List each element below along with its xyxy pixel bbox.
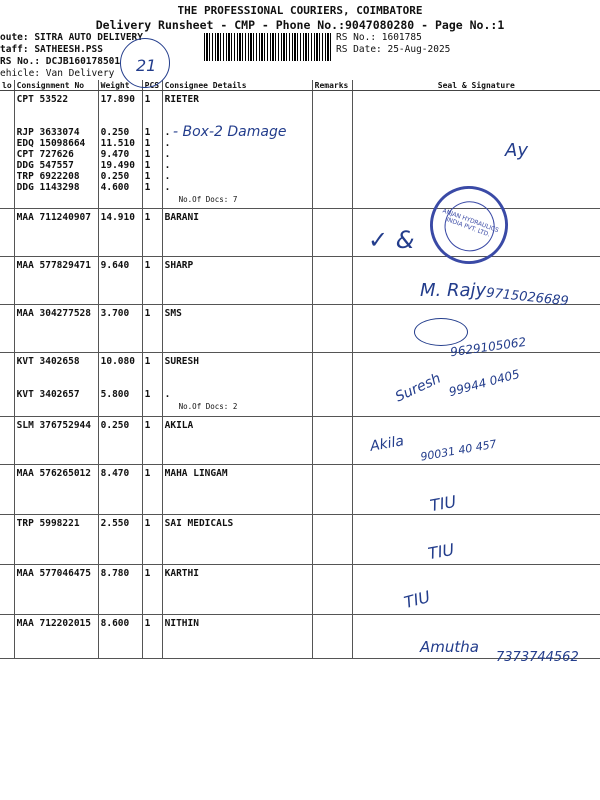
handwritten-signature: Suresh (392, 370, 444, 406)
cell-name (162, 305, 312, 353)
cell-no (0, 417, 14, 465)
pcs-value: 1 (144, 260, 151, 271)
cell-name (162, 91, 312, 209)
seal-inner-ring (438, 194, 502, 258)
weight-value: 17.890 (100, 94, 135, 105)
consignee-name: SMS (164, 308, 182, 319)
pcs-value: 1 (144, 138, 151, 149)
cell-no (0, 515, 14, 565)
cell-wt (98, 209, 142, 257)
vehicle-label: ehicle: Van Delivery (0, 68, 115, 79)
consignee-name: MAHA LINGAM (164, 468, 228, 479)
handwritten-phone: 99944 0405 (447, 366, 522, 400)
company-name: THE PROFESSIONAL COURIERS, COIMBATORE (177, 4, 423, 17)
consignment-no: DDG 1143298 (16, 182, 80, 193)
runsheet-title: Delivery Runsheet - CMP - Phone No.:9047080280 - Page No.:1 (95, 18, 505, 32)
cell-pcs (142, 209, 162, 257)
pcs-value: 1 (144, 420, 151, 431)
handwritten-tiu: TIU (428, 491, 458, 516)
handwritten-tiu: TIU (401, 586, 433, 613)
cell-wt (98, 417, 142, 465)
consignee-name: AKILA (164, 420, 194, 431)
consignment-no: KVT 3402657 (16, 389, 80, 400)
drs-number: RS No.: DCJB160178501 (0, 56, 121, 67)
cell-seal (352, 465, 600, 515)
pcs-value: 1 (144, 356, 151, 367)
consignment-no: DDG 547557 (16, 160, 74, 171)
cell-remarks (312, 305, 352, 353)
cell-name (162, 615, 312, 659)
col-remarks: Remarks (312, 80, 352, 91)
consignment-no: MAA 577829471 (16, 260, 91, 271)
cell-cn (14, 417, 98, 465)
consignment-no: MAA 711240907 (16, 212, 91, 223)
cell-remarks (312, 615, 352, 659)
consignee-name: . (164, 127, 171, 138)
weight-value: 8.600 (100, 618, 130, 629)
consignment-no: CPT 727626 (16, 149, 74, 160)
weight-value: 8.470 (100, 468, 130, 479)
cell-remarks (312, 565, 352, 615)
handwritten-signature: ✓ & (368, 226, 415, 254)
cell-wt (98, 615, 142, 659)
cell-pcs (142, 417, 162, 465)
docs-count: No.Of Docs: 7 (178, 195, 238, 204)
circle-mark (414, 318, 468, 346)
weight-value: 0.250 (100, 420, 130, 431)
pcs-value: 1 (144, 518, 151, 529)
handwritten-mark: 21 (136, 56, 157, 75)
cell-no (0, 565, 14, 615)
consignee-name: . (164, 171, 171, 182)
cell-wt (98, 91, 142, 209)
staff-label: taff: SATHEESH.PSS (0, 44, 103, 55)
docs-count: No.Of Docs: 2 (178, 402, 238, 411)
table-row (0, 417, 600, 465)
weight-value: 19.490 (100, 160, 135, 171)
route-label: oute: SITRA AUTO DELIVERY (0, 32, 143, 43)
consignee-name: SAI MEDICALS (164, 518, 234, 529)
cell-no (0, 91, 14, 209)
cell-wt (98, 565, 142, 615)
cell-remarks (312, 417, 352, 465)
consignment-no: MAA 577046475 (16, 568, 91, 579)
cell-cn (14, 305, 98, 353)
weight-value: 5.800 (100, 389, 130, 400)
col-pcs: PCS (142, 80, 162, 91)
consignee-name: KARTHI (164, 568, 199, 579)
handwritten-signature: Akila (368, 433, 406, 455)
consignee-name: . (164, 160, 171, 171)
table-row (0, 209, 600, 257)
pcs-value: 1 (144, 468, 151, 479)
cell-cn (14, 91, 98, 209)
cell-pcs (142, 91, 162, 209)
weight-value: 9.470 (100, 149, 130, 160)
cell-pcs (142, 257, 162, 305)
consignee-name: . (164, 138, 171, 149)
consignment-no: EDQ 15098664 (16, 138, 86, 149)
cell-no (0, 257, 14, 305)
cell-name (162, 465, 312, 515)
cell-name (162, 417, 312, 465)
table-row (0, 353, 600, 417)
pcs-value: 1 (144, 127, 151, 138)
table-row (0, 565, 600, 615)
pcs-value: 1 (144, 308, 151, 319)
col-consignee: Consignee Details (162, 80, 312, 91)
consignment-no: CPT 53522 (16, 94, 69, 105)
pcs-value: 1 (144, 182, 151, 193)
seal-text: ANJAN HYDRAULICS INDIA PVT. LTD. (441, 207, 500, 239)
cell-name (162, 257, 312, 305)
consignment-no: SLM 376752944 (16, 420, 91, 431)
handwritten-signature: M. Rajy (420, 280, 487, 301)
consignment-no: KVT 3402658 (16, 356, 80, 367)
consignee-name: NITHIN (164, 618, 199, 629)
cell-pcs (142, 353, 162, 417)
pcs-value: 1 (144, 389, 151, 400)
consignee-name: RIETER (164, 94, 199, 105)
col-consignment: Consignment No (14, 80, 98, 91)
pcs-value: 1 (144, 149, 151, 160)
weight-value: 9.640 (100, 260, 130, 271)
pcs-value: 1 (144, 160, 151, 171)
handwritten-phone: 7373744562 (496, 650, 579, 665)
handwritten-phone: 9715026689 (485, 285, 570, 310)
cell-no (0, 305, 14, 353)
cell-remarks (312, 353, 352, 417)
cell-no (0, 353, 14, 417)
cell-wt (98, 257, 142, 305)
cell-cn (14, 565, 98, 615)
cell-name (162, 565, 312, 615)
circle-mark (120, 38, 170, 88)
cell-no (0, 615, 14, 659)
cell-pcs (142, 615, 162, 659)
cell-cn (14, 465, 98, 515)
cell-name (162, 353, 312, 417)
cell-remarks (312, 209, 352, 257)
cell-name (162, 515, 312, 565)
consignment-no: TRP 6922208 (16, 171, 80, 182)
cell-wt (98, 353, 142, 417)
col-no: lo (0, 80, 14, 91)
cell-remarks (312, 257, 352, 305)
consignee-name: . (164, 149, 171, 160)
consignment-no: MAA 304277528 (16, 308, 91, 319)
cell-cn (14, 515, 98, 565)
weight-value: 8.780 (100, 568, 130, 579)
cell-pcs (142, 515, 162, 565)
cell-remarks (312, 465, 352, 515)
consignee-name: SHARP (164, 260, 194, 271)
cell-wt (98, 515, 142, 565)
handwritten-tiu: TIU (426, 539, 456, 564)
consignee-name: SURESH (164, 356, 199, 367)
table-row (0, 515, 600, 565)
rs-date: RS Date: 25-Aug-2025 (336, 44, 451, 55)
cell-wt (98, 465, 142, 515)
consignment-no: MAA 712202015 (16, 618, 91, 629)
cell-wt (98, 305, 142, 353)
weight-value: 14.910 (100, 212, 135, 223)
pcs-value: 1 (144, 171, 151, 182)
cell-no (0, 209, 14, 257)
cell-name (162, 209, 312, 257)
weight-value: 4.600 (100, 182, 130, 193)
weight-value: 10.080 (100, 356, 135, 367)
weight-value: 0.250 (100, 171, 130, 182)
cell-pcs (142, 305, 162, 353)
table-header (0, 80, 600, 91)
handwritten-box-damage: - Box-2 Damage (173, 124, 287, 140)
cell-pcs (142, 565, 162, 615)
cell-remarks (312, 91, 352, 209)
weight-value: 11.510 (100, 138, 135, 149)
cell-no (0, 465, 14, 515)
pcs-value: 1 (144, 618, 151, 629)
col-weight: Weight (98, 80, 142, 91)
cell-seal (352, 515, 600, 565)
cell-cn (14, 257, 98, 305)
pcs-value: 1 (144, 568, 151, 579)
weight-value: 0.250 (100, 127, 130, 138)
table-row (0, 465, 600, 515)
consignment-no: RJP 3633074 (16, 127, 80, 138)
consignment-no: MAA 576265012 (16, 468, 91, 479)
cell-cn (14, 209, 98, 257)
consignee-name: . (164, 389, 171, 400)
handwritten-phone: 9629105062 (449, 334, 527, 360)
barcode (204, 33, 332, 61)
consignment-no: TRP 5998221 (16, 518, 80, 529)
cell-cn (14, 615, 98, 659)
cell-cn (14, 353, 98, 417)
rs-number: RS No.: 1601785 (336, 32, 422, 43)
pcs-value: 1 (144, 94, 151, 105)
cell-pcs (142, 465, 162, 515)
handwritten-phone: 90031 40 457 (419, 437, 498, 464)
consignee-name: BARANI (164, 212, 199, 223)
weight-value: 2.550 (100, 518, 130, 529)
weight-value: 3.700 (100, 308, 130, 319)
handwritten-signature: Amutha (420, 638, 479, 656)
consignee-name: . (164, 182, 171, 193)
col-seal: Seal & Signature (352, 80, 600, 91)
cell-remarks (312, 515, 352, 565)
handwritten-signature: Ay (505, 140, 528, 161)
pcs-value: 1 (144, 212, 151, 223)
cell-seal (352, 565, 600, 615)
